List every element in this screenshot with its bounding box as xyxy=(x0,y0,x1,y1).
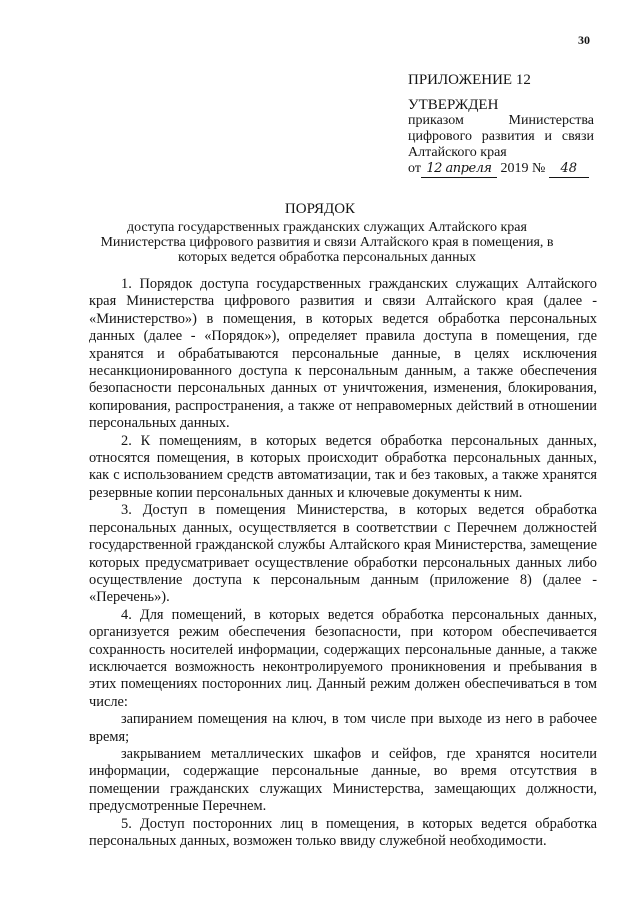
handwritten-date: 12 апреля xyxy=(421,161,497,178)
paragraph-4: 4. Для помещений, в которых ведется обработка персональных данных, организуется режим обеспечения безопасности, при котором обеспечивается сохранность носителей информации, содержащих персональные данные, а также исключается возможность неконтролируемого проникновения и пребывания в этих помещениях посторонних лиц. Данный режим должен обеспечиваться в том числе: xyxy=(89,606,597,710)
handwritten-order-number: 48 xyxy=(549,161,589,178)
approval-block xyxy=(408,72,594,178)
paragraph-4-item-2: закрыванием металлических шкафов и сейфов, где хранятся носители информации, содержащие персональные данные, во время отсутствия в помещении гражданских служащих Министерства, замещающих должности, предусмотренные Перечнем. xyxy=(89,745,597,815)
document-title: ПОРЯДОК xyxy=(284,201,356,217)
paragraph-1: 1. Порядок доступа государственных гражданских служащих Алтайского края Министерства цифрового развития и связи Алтайского края (далее - «Министерство») в помещения, в которых ведется обработка персональных данных (далее - «Порядок»), определяет правила доступа в помещения, где хранятся и обрабатываются персональные данные, в целях исключения несанкционированного доступа к персональным данным, а также обеспечения безопасности персональных данных от уничтожения, изменения, блокирования, копирования, распространения, а также от неправомерных действий в отношении персональных данных. xyxy=(89,276,597,432)
paragraph-4-item-1: запиранием помещения на ключ, в том числе при выходе из него в рабочее время; xyxy=(89,711,597,745)
from-label: от xyxy=(408,161,421,176)
appendix-heading: ПРИЛОЖЕНИЕ 12 xyxy=(408,72,531,88)
order-reference: приказом Министерства цифрового развития и связи Алтайского края xyxy=(408,113,594,160)
paragraph-3: 3. Доступ в помещения Министерства, в которых ведется обработка персональных данных, осуществляется в соответствии с Перечнем должностей государственной гражданской службы Алтайского края Министерства, замещение которых предусматривает осуществление обработки персональных данных либо осуществление доступа к персональным данным (приложение 8) (далее - «Перечень»). xyxy=(89,502,597,606)
paragraph-2: 2. К помещениям, в которых ведется обработка персональных данных, относятся помещения, в которых происходит обработка персональных данных, как с использованием средств автоматизации, так и без таковых, а также хранятся резервные копии персональных данных и ключевые документы к ним. xyxy=(89,432,597,501)
document-body xyxy=(89,276,597,850)
document-subtitle: доступа государственных гражданских служащих Алтайского края Министерства цифрового развития и связи Алтайского края в помещения, в которых ведется обработка персональных данных xyxy=(100,220,554,265)
order-year-label: 2019 № xyxy=(500,161,546,176)
approved-heading: УТВЕРЖДЕН xyxy=(408,97,499,113)
page-number: 30 xyxy=(578,33,590,47)
order-date-line xyxy=(408,161,594,178)
paragraph-5: 5. Доступ посторонних лиц в помещения, в которых ведется обработка персональных данных, возможен только ввиду служебной необходимости. xyxy=(89,815,597,849)
